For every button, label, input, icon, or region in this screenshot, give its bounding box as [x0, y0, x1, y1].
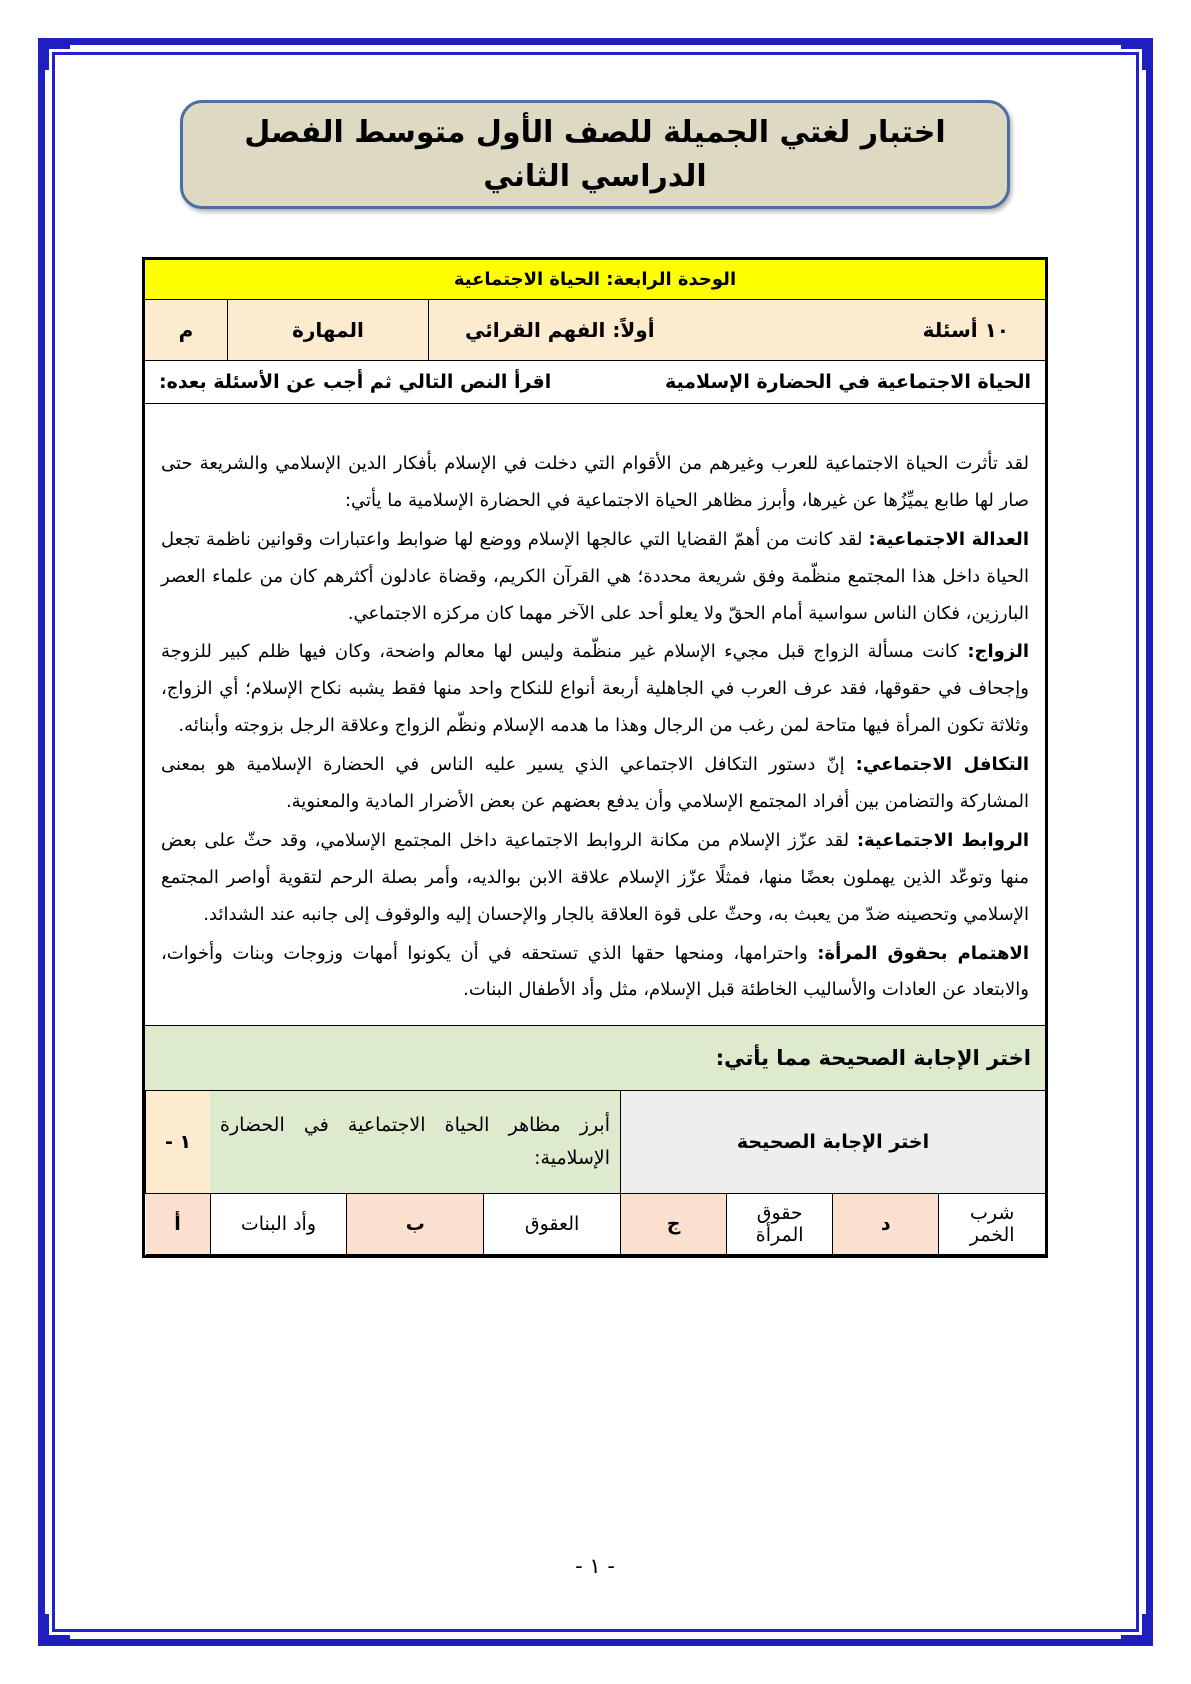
choose-correct-answer-label: اختر الإجابة الصحيحة مما يأتي:	[144, 1026, 1047, 1091]
options-row	[146, 1194, 1046, 1255]
passage-paragraph	[161, 634, 1029, 745]
passage-lead-3: الروابط الاجتماعية:	[856, 829, 1030, 851]
choose-answer-column-header: اختر الإجابة الصحيحة	[621, 1091, 1046, 1194]
exam-title-banner	[180, 100, 1010, 209]
skill-column-header: المهارة	[228, 300, 429, 360]
passage-body-3: لقد عزّز الإسلام من مكانة الروابط الاجتماعية داخل المجتمع الإسلامي، وقد حثّ على بعض منها وتوعّد الذين يهملون بعضًا منها، فمثلًا عزّز الإسلام علاقة الابن بوالديه، وأمر بصلة الرحم لتقوية أواصر المجتمع الإسلامي وتحصينه ضدّ من يعبث به، وحثّ على قوة العلاقة بالجار والإحسان إليه والوقوف إلى جانبه عند الشدائد.	[161, 829, 1029, 925]
option-letter-a[interactable]: أ	[146, 1194, 211, 1255]
option-letter-b[interactable]: ب	[347, 1194, 484, 1255]
passage-body-4: واحترامها، ومنحها حقها الذي تستحقه في أن يكونوا أمهات وزوجات وبنات وأخوات، والابتعاد عن العادات والأساليب الخاطئة قبل الإسلام، مثل وأد الأطفال البنات.	[161, 942, 1029, 1001]
corner-ornament-top-right	[1121, 44, 1147, 70]
corner-ornament-bottom-left	[44, 1614, 70, 1640]
question-header-row	[146, 1091, 1046, 1194]
question-table	[145, 1091, 1045, 1255]
option-letter-d[interactable]: د	[833, 1194, 939, 1255]
passage-body-1: كانت مسألة الزواج قبل مجيء الإسلام غير منظّمة وليس لها معالم واضحة، وكان فيها ظلم كبير للزوجة وإجحاف في حقوقها، فقد عرف العرب في الجاهلية أربعة أنواع للنكاح واحد منها فقط يشبه نكاح الإسلام؛ أي الزواج، وثلاثة تكون المرأة فيها متاحة لمن رغب من الرجال وهذا ما هدمه الإسلام ونظّم الزواج وعلاقة الرجل بزوجته وأبنائه.	[161, 641, 1029, 737]
option-value-b[interactable]: العقوق	[484, 1194, 621, 1255]
passage-lead-0: العدالة الاجتماعية:	[868, 528, 1029, 550]
question-block-row	[144, 1091, 1047, 1257]
instruction-row	[144, 361, 1047, 404]
unit-header-row	[144, 259, 1047, 300]
page-title: اختبار لغتي الجميلة للصف الأول متوسط الفصل الدراسي الثاني	[244, 115, 946, 194]
passage-paragraph	[161, 823, 1029, 934]
passage-paragraph	[161, 522, 1029, 633]
passage-body-0: لقد كانت من أهمّ القضايا التي عالجها الإسلام ووضع لها ضوابط واعتبارات وقوانين ناظمة تجعل الحياة داخل هذا المجتمع منظّمة وفق شريعة محددة؛ هي القرآن الكريم، وقضاة عادلون أكثرهم كان من علماء العصر البارزين، فكان الناس سواسية أمام الحقّ ولا يعلو أحد على الآخر مهما كان مركزه الاجتماعي.	[161, 528, 1029, 624]
number-column-header: م	[145, 300, 228, 360]
option-letter-c[interactable]: ج	[621, 1194, 727, 1255]
passage-paragraph	[161, 747, 1029, 821]
passage-row	[144, 404, 1047, 1026]
corner-ornament-top-left	[44, 44, 70, 70]
choose-correct-answer-row	[144, 1026, 1047, 1091]
passage-body-2: إنّ دستور التكافل الاجتماعي الذي يسير عليه الناس في الحضارة الإسلامية هو بمعنى المشاركة والتضامن بين أفراد المجتمع الإسلامي وأن يدفع بعضهم عن بعض الأضرار المادية والمعنوية.	[161, 754, 1029, 813]
unit-header-cell: الوحدة الرابعة: الحياة الاجتماعية	[144, 259, 1047, 300]
page-content	[95, 80, 1095, 1614]
corner-ornament-bottom-right	[1121, 1614, 1147, 1640]
question-number: ١ -	[146, 1091, 211, 1194]
option-value-c[interactable]: حقوق المرأة	[727, 1194, 833, 1255]
page-number: - ١ -	[575, 1554, 615, 1578]
passage-paragraph	[161, 936, 1029, 1010]
passage-lead-4: الاهتمام بحقوق المرأة:	[817, 942, 1029, 964]
skill-row	[144, 300, 1047, 361]
passage-intro: لقد تأثرت الحياة الاجتماعية للعرب وغيرهم من الأقوام التي دخلت في الإسلام بأفكار الدين الإسلامي والشريعة حتى صار لها طابع يميِّزُها عن غيرها، وأبرز مظاهر الحياة الاجتماعية في الحضارة الإسلامية ما يأتي:	[161, 453, 1029, 511]
option-value-a[interactable]: وأد البنات	[210, 1194, 347, 1255]
question-count-label: ١٠ أسئلة	[922, 318, 1009, 342]
option-value-d[interactable]: شرب الخمر	[939, 1194, 1045, 1255]
exam-table	[142, 257, 1048, 1258]
passage-lead-2: التكافل الاجتماعي:	[855, 754, 1029, 776]
reading-passage	[144, 404, 1047, 1026]
question-text: أبرز مظاهر الحياة الاجتماعية في الحضارة الإسلامية:	[210, 1091, 621, 1194]
passage-top-spacer	[161, 420, 1029, 446]
passage-lead-1: الزواج:	[967, 641, 1029, 663]
exam-part-label: أولاً: الفهم القرائي	[465, 318, 655, 342]
read-instruction: اقرأ النص التالي ثم أجب عن الأسئلة بعده:	[159, 371, 552, 393]
passage-title: الحياة الاجتماعية في الحضارة الإسلامية	[665, 371, 1031, 393]
